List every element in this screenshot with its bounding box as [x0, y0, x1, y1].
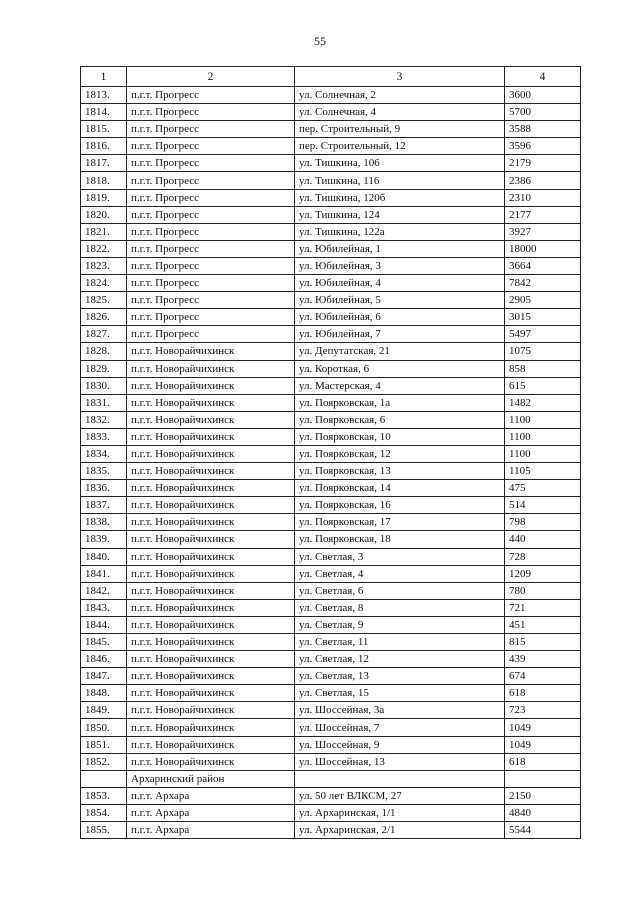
table-row: [81, 138, 581, 155]
value-cell: 1482: [505, 394, 581, 411]
settlement-cell: п.г.т. Новорайчихинск: [127, 463, 295, 480]
settlement-cell: п.г.т. Новорайчихинск: [127, 753, 295, 770]
row-number: 1815.: [81, 121, 127, 138]
table-row: [81, 104, 581, 121]
settlement-cell: п.г.т. Новорайчихинск: [127, 651, 295, 668]
value-cell: 2179: [505, 155, 581, 172]
settlement-cell: п.г.т. Новорайчихинск: [127, 668, 295, 685]
settlement-cell: п.г.т. Прогресс: [127, 257, 295, 274]
row-number: 1827.: [81, 326, 127, 343]
street-address-cell: ул. Светлая, 12: [295, 651, 505, 668]
column-header-3: 3: [295, 67, 505, 87]
street-address-cell: ул. Поярковская, 17: [295, 514, 505, 531]
settlement-cell: п.г.т. Прогресс: [127, 240, 295, 257]
table-row: [81, 548, 581, 565]
settlement-cell: п.г.т. Прогресс: [127, 87, 295, 104]
street-address-cell: пер. Строительный, 9: [295, 121, 505, 138]
table-row: [81, 411, 581, 428]
row-number: 1821.: [81, 223, 127, 240]
value-cell: 618: [505, 753, 581, 770]
settlement-cell: п.г.т. Новорайчихинск: [127, 360, 295, 377]
table-row: [81, 240, 581, 257]
table-row: [81, 753, 581, 770]
settlement-cell: п.г.т. Новорайчихинск: [127, 343, 295, 360]
settlement-cell: п.г.т. Прогресс: [127, 189, 295, 206]
row-number: 1828.: [81, 343, 127, 360]
column-header-4: 4: [505, 67, 581, 87]
row-number: 1836.: [81, 480, 127, 497]
settlement-cell: п.г.т. Новорайчихинск: [127, 685, 295, 702]
table-row: [81, 223, 581, 240]
table-body-lower: [81, 787, 581, 838]
street-address-cell: ул. Тишкина, 116: [295, 172, 505, 189]
table-row: [81, 719, 581, 736]
table-row: [81, 343, 581, 360]
street-address-cell: ул. Светлая, 9: [295, 616, 505, 633]
row-number: 1849.: [81, 702, 127, 719]
table-row: [81, 360, 581, 377]
settlement-cell: п.г.т. Новорайчихинск: [127, 428, 295, 445]
value-cell: 798: [505, 514, 581, 531]
value-cell: 674: [505, 668, 581, 685]
value-cell: 615: [505, 377, 581, 394]
settlement-cell: п.г.т. Прогресс: [127, 172, 295, 189]
row-number: 1854.: [81, 804, 127, 821]
settlement-cell: п.г.т. Архара: [127, 787, 295, 804]
row-number: 1813.: [81, 87, 127, 104]
street-address-cell: ул. Поярковская, 16: [295, 497, 505, 514]
row-number: 1839.: [81, 531, 127, 548]
street-address-cell: ул. Юбилейная, 3: [295, 257, 505, 274]
value-cell: 1100: [505, 445, 581, 462]
value-cell: 5497: [505, 326, 581, 343]
value-cell: 2905: [505, 292, 581, 309]
row-number: 1841.: [81, 565, 127, 582]
street-address-cell: ул. Светлая, 6: [295, 582, 505, 599]
row-number: 1835.: [81, 463, 127, 480]
value-cell: 3927: [505, 223, 581, 240]
street-address-cell: ул. Архаринская, 1/1: [295, 804, 505, 821]
street-address-cell: ул. Юбилейная, 6: [295, 309, 505, 326]
table-header: [81, 67, 581, 87]
value-cell: 723: [505, 702, 581, 719]
table-row: [81, 616, 581, 633]
table-row: [81, 155, 581, 172]
row-number: 1831.: [81, 394, 127, 411]
value-cell: 514: [505, 497, 581, 514]
street-address-cell: ул. Юбилейная, 7: [295, 326, 505, 343]
value-cell: 5544: [505, 822, 581, 839]
row-number: 1855.: [81, 822, 127, 839]
settlement-cell: п.г.т. Прогресс: [127, 326, 295, 343]
settlement-cell: п.г.т. Прогресс: [127, 223, 295, 240]
row-number: 1816.: [81, 138, 127, 155]
street-address-cell: ул. Светлая, 8: [295, 599, 505, 616]
value-cell: 1100: [505, 411, 581, 428]
table-row: [81, 309, 581, 326]
street-address-cell: ул. Светлая, 3: [295, 548, 505, 565]
value-cell: 3600: [505, 87, 581, 104]
table-row: [81, 599, 581, 616]
row-number: 1851.: [81, 736, 127, 753]
district-empty-cell: [295, 770, 505, 787]
table-row: [81, 651, 581, 668]
settlement-cell: п.г.т. Новорайчихинск: [127, 565, 295, 582]
row-number: 1845.: [81, 634, 127, 651]
street-address-cell: ул. Юбилейная, 4: [295, 275, 505, 292]
street-address-cell: ул. Депутатская, 21: [295, 343, 505, 360]
street-address-cell: ул. Поярковская, 10: [295, 428, 505, 445]
street-address-cell: ул. 50 лет ВЛКСМ, 27: [295, 787, 505, 804]
table-row: [81, 275, 581, 292]
settlement-cell: п.г.т. Новорайчихинск: [127, 736, 295, 753]
row-number: 1819.: [81, 189, 127, 206]
settlement-cell: п.г.т. Новорайчихинск: [127, 445, 295, 462]
column-header-1: 1: [81, 67, 127, 87]
table-row: [81, 497, 581, 514]
table-row: [81, 565, 581, 582]
table-row: [81, 668, 581, 685]
row-number: 1825.: [81, 292, 127, 309]
street-address-cell: ул. Шоссейная, 7: [295, 719, 505, 736]
table-row: [81, 292, 581, 309]
value-cell: 440: [505, 531, 581, 548]
table-row: [81, 189, 581, 206]
value-cell: 475: [505, 480, 581, 497]
settlement-cell: п.г.т. Новорайчихинск: [127, 702, 295, 719]
street-address-cell: ул. Поярковская, 6: [295, 411, 505, 428]
value-cell: 18000: [505, 240, 581, 257]
settlement-cell: п.г.т. Прогресс: [127, 121, 295, 138]
settlement-cell: п.г.т. Новорайчихинск: [127, 634, 295, 651]
street-address-cell: ул. Юбилейная, 5: [295, 292, 505, 309]
district-row: [81, 770, 581, 787]
table-row: [81, 685, 581, 702]
value-cell: 2386: [505, 172, 581, 189]
settlement-cell: п.г.т. Новорайчихинск: [127, 582, 295, 599]
row-number: 1840.: [81, 548, 127, 565]
street-address-cell: ул. Шоссейная, 9: [295, 736, 505, 753]
row-number: 1824.: [81, 275, 127, 292]
value-cell: 3015: [505, 309, 581, 326]
table-row: [81, 463, 581, 480]
table-row: [81, 582, 581, 599]
address-table: [80, 66, 581, 839]
value-cell: 721: [505, 599, 581, 616]
street-address-cell: ул. Солнечная, 2: [295, 87, 505, 104]
settlement-cell: п.г.т. Новорайчихинск: [127, 514, 295, 531]
street-address-cell: ул. Поярковская, 18: [295, 531, 505, 548]
settlement-cell: п.г.т. Новорайчихинск: [127, 531, 295, 548]
street-address-cell: ул. Светлая, 11: [295, 634, 505, 651]
table-row: [81, 257, 581, 274]
table-row: [81, 514, 581, 531]
row-number: 1832.: [81, 411, 127, 428]
table-row: [81, 377, 581, 394]
value-cell: 618: [505, 685, 581, 702]
table-row: [81, 428, 581, 445]
value-cell: 2177: [505, 206, 581, 223]
settlement-cell: п.г.т. Новорайчихинск: [127, 548, 295, 565]
row-number: 1829.: [81, 360, 127, 377]
settlement-cell: п.г.т. Прогресс: [127, 104, 295, 121]
value-cell: 815: [505, 634, 581, 651]
row-number: 1822.: [81, 240, 127, 257]
row-number: 1853.: [81, 787, 127, 804]
street-address-cell: ул. Солнечная, 4: [295, 104, 505, 121]
column-header-2: 2: [127, 67, 295, 87]
value-cell: 1049: [505, 719, 581, 736]
row-number: 1837.: [81, 497, 127, 514]
table-body-upper: [81, 87, 581, 771]
street-address-cell: ул. Короткая, 6: [295, 360, 505, 377]
row-number: 1818.: [81, 172, 127, 189]
settlement-cell: п.г.т. Прогресс: [127, 275, 295, 292]
settlement-cell: п.г.т. Новорайчихинск: [127, 599, 295, 616]
settlement-cell: п.г.т. Новорайчихинск: [127, 719, 295, 736]
settlement-cell: п.г.т. Прогресс: [127, 206, 295, 223]
settlement-cell: п.г.т. Новорайчихинск: [127, 616, 295, 633]
row-number: 1817.: [81, 155, 127, 172]
value-cell: 5700: [505, 104, 581, 121]
row-number: 1847.: [81, 668, 127, 685]
street-address-cell: ул. Поярковская, 1а: [295, 394, 505, 411]
table-row: [81, 172, 581, 189]
district-num-cell: [81, 770, 127, 787]
district-empty-cell: [505, 770, 581, 787]
row-number: 1852.: [81, 753, 127, 770]
row-number: 1830.: [81, 377, 127, 394]
value-cell: 3596: [505, 138, 581, 155]
row-number: 1823.: [81, 257, 127, 274]
street-address-cell: ул. Тишкина, 120б: [295, 189, 505, 206]
street-address-cell: ул. Светлая, 13: [295, 668, 505, 685]
street-address-cell: ул. Светлая, 15: [295, 685, 505, 702]
street-address-cell: ул. Тишкина, 124: [295, 206, 505, 223]
district-section: [81, 770, 581, 787]
street-address-cell: ул. Архаринская, 2/1: [295, 822, 505, 839]
settlement-cell: п.г.т. Новорайчихинск: [127, 480, 295, 497]
street-address-cell: ул. Мастерская, 4: [295, 377, 505, 394]
table-row: [81, 445, 581, 462]
row-number: 1846.: [81, 651, 127, 668]
row-number: 1850.: [81, 719, 127, 736]
street-address-cell: ул. Поярковская, 12: [295, 445, 505, 462]
row-number: 1826.: [81, 309, 127, 326]
street-address-cell: ул. Светлая, 4: [295, 565, 505, 582]
value-cell: 780: [505, 582, 581, 599]
settlement-cell: п.г.т. Прогресс: [127, 138, 295, 155]
row-number: 1842.: [81, 582, 127, 599]
table-row: [81, 394, 581, 411]
street-address-cell: ул. Поярковская, 13: [295, 463, 505, 480]
row-number: 1844.: [81, 616, 127, 633]
settlement-cell: п.г.т. Новорайчихинск: [127, 497, 295, 514]
value-cell: 858: [505, 360, 581, 377]
street-address-cell: ул. Тишкина, 106: [295, 155, 505, 172]
settlement-cell: п.г.т. Архара: [127, 822, 295, 839]
header-row: [81, 67, 581, 87]
settlement-cell: п.г.т. Прогресс: [127, 309, 295, 326]
table-row: [81, 480, 581, 497]
value-cell: 439: [505, 651, 581, 668]
settlement-cell: п.г.т. Новорайчихинск: [127, 394, 295, 411]
table-row: [81, 736, 581, 753]
page-number: 55: [314, 34, 326, 48]
settlement-cell: п.г.т. Прогресс: [127, 155, 295, 172]
street-address-cell: ул. Шоссейная, 3а: [295, 702, 505, 719]
table-row: [81, 787, 581, 804]
value-cell: 1105: [505, 463, 581, 480]
street-address-cell: пер. Строительный, 12: [295, 138, 505, 155]
table-row: [81, 531, 581, 548]
settlement-cell: п.г.т. Новорайчихинск: [127, 411, 295, 428]
street-address-cell: ул. Юбилейная, 1: [295, 240, 505, 257]
settlement-cell: п.г.т. Архара: [127, 804, 295, 821]
table-row: [81, 121, 581, 138]
value-cell: 1075: [505, 343, 581, 360]
row-number: 1838.: [81, 514, 127, 531]
value-cell: 3664: [505, 257, 581, 274]
table-row: [81, 822, 581, 839]
district-heading: Архаринский район: [127, 770, 295, 787]
row-number: 1843.: [81, 599, 127, 616]
settlement-cell: п.г.т. Новорайчихинск: [127, 377, 295, 394]
value-cell: 3588: [505, 121, 581, 138]
row-number: 1833.: [81, 428, 127, 445]
value-cell: 4840: [505, 804, 581, 821]
street-address-cell: ул. Поярковская, 14: [295, 480, 505, 497]
table-row: [81, 206, 581, 223]
value-cell: 2310: [505, 189, 581, 206]
value-cell: 728: [505, 548, 581, 565]
value-cell: 1049: [505, 736, 581, 753]
table-row: [81, 87, 581, 104]
row-number: 1834.: [81, 445, 127, 462]
table-row: [81, 702, 581, 719]
row-number: 1848.: [81, 685, 127, 702]
table-row: [81, 804, 581, 821]
table-row: [81, 634, 581, 651]
value-cell: 451: [505, 616, 581, 633]
row-number: 1820.: [81, 206, 127, 223]
table-row: [81, 326, 581, 343]
street-address-cell: ул. Тишкина, 122а: [295, 223, 505, 240]
settlement-cell: п.г.т. Прогресс: [127, 292, 295, 309]
street-address-cell: ул. Шоссейная, 13: [295, 753, 505, 770]
value-cell: 2150: [505, 787, 581, 804]
value-cell: 1100: [505, 428, 581, 445]
value-cell: 1209: [505, 565, 581, 582]
value-cell: 7842: [505, 275, 581, 292]
row-number: 1814.: [81, 104, 127, 121]
